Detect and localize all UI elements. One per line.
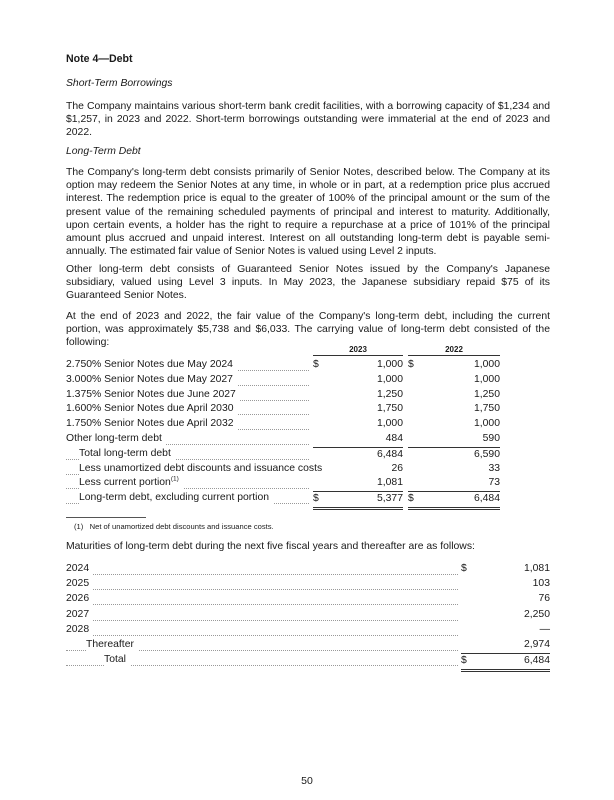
row-label <box>66 402 238 415</box>
maturity-year: Thereafter <box>86 638 138 651</box>
debt-table-row <box>66 388 550 403</box>
row-label <box>79 447 175 460</box>
row-label-text: 2.750% Senior Notes due May 2024 <box>66 359 233 370</box>
cell-value: 1,000 <box>473 373 500 385</box>
maturity-year: 2026 <box>66 592 93 605</box>
maturity-value: 2,250 <box>523 608 550 620</box>
cell-v2023 <box>313 388 403 403</box>
row-label <box>79 462 326 475</box>
short-term-subheading: Short-Term Borrowings <box>66 78 173 89</box>
row-label <box>66 388 240 401</box>
cell-value: 484 <box>385 432 403 444</box>
currency-symbol: $ <box>461 563 467 574</box>
row-label <box>66 432 166 445</box>
maturity-row <box>66 638 550 653</box>
long-term-subheading: Long-Term Debt <box>66 146 141 157</box>
cell-value: 1,081 <box>376 477 403 489</box>
row-label-text: Less current portion <box>79 477 171 489</box>
cell-value: 6,484 <box>473 493 500 505</box>
cell-value: 590 <box>482 432 500 444</box>
row-label-text: Total long-term debt <box>79 447 171 459</box>
maturities-table <box>66 562 550 668</box>
currency-symbol: $ <box>313 359 319 370</box>
maturity-value: 6,484 <box>523 655 550 667</box>
maturity-cell <box>461 562 550 577</box>
cell-value: 73 <box>488 477 500 489</box>
row-label-text: 1.600% Senior Notes due April 2030 <box>66 403 234 415</box>
currency-symbol: $ <box>313 493 319 505</box>
maturity-cell <box>461 653 550 672</box>
footnote-text: Net of unamortized debt discounts and issuance costs. <box>89 522 274 531</box>
row-label <box>79 491 273 504</box>
maturities-intro: Maturities of long-term debt during the next five fiscal years and thereafter are as follows: <box>66 541 475 552</box>
currency-symbol: $ <box>461 655 467 667</box>
page-number: 50 <box>301 775 313 787</box>
cell-v2023 <box>313 373 403 388</box>
maturity-cell <box>461 592 550 607</box>
maturity-year: 2028 <box>66 623 93 636</box>
column-header-2023: 2023 <box>313 343 403 356</box>
maturity-row <box>66 592 550 607</box>
cell-v2023 <box>313 447 403 463</box>
maturity-cell <box>461 638 550 653</box>
cell-value: 1,750 <box>376 403 403 415</box>
dot-leader <box>66 592 458 605</box>
dot-leader <box>66 577 458 590</box>
debt-table <box>66 343 550 506</box>
cell-v2022 <box>408 447 500 463</box>
cell-v2023 <box>313 462 403 477</box>
column-header-2022: 2022 <box>408 343 500 356</box>
row-label-text: 1.750% Senior Notes due April 2032 <box>66 418 234 430</box>
cell-value: 1,250 <box>376 388 403 400</box>
maturity-year: 2027 <box>66 608 93 621</box>
maturity-value: 103 <box>532 578 550 590</box>
cell-v2022 <box>408 402 500 417</box>
maturity-cell <box>461 608 550 623</box>
cell-value: 1,000 <box>473 418 500 430</box>
maturity-row <box>66 562 550 577</box>
row-label-text: Other long-term debt <box>66 432 162 444</box>
row-label-text: 1.375% Senior Notes due June 2027 <box>66 388 236 400</box>
currency-symbol: $ <box>408 493 414 505</box>
cell-value: 1,250 <box>473 388 500 400</box>
cell-value: 1,750 <box>473 403 500 415</box>
cell-value: 5,377 <box>376 493 403 505</box>
maturity-year: 2025 <box>66 577 93 590</box>
cell-value: 1,000 <box>376 418 403 430</box>
cell-value: 1,000 <box>473 359 500 370</box>
footnote-marker: (1) <box>74 522 84 531</box>
cell-v2022 <box>408 491 500 510</box>
currency-symbol: $ <box>408 359 414 370</box>
long-term-paragraph-3: At the end of 2023 and 2022, the fair value of the Company's long-term debt, including the current portion, was approximately $5,738 and $6,033. The carrying value of long-term debt consisted of the following: <box>66 311 550 349</box>
cell-value: 26 <box>391 462 403 474</box>
maturity-cell <box>461 623 550 638</box>
cell-v2022 <box>408 417 500 432</box>
cell-v2022 <box>408 373 500 388</box>
maturity-row <box>66 577 550 592</box>
footnote-rule <box>66 517 146 518</box>
row-label <box>79 476 183 489</box>
footnote <box>74 520 274 533</box>
cell-value: 1,000 <box>376 373 403 385</box>
dot-leader <box>66 562 458 575</box>
maturity-value: 76 <box>538 593 550 605</box>
debt-table-row <box>66 373 550 388</box>
cell-v2022 <box>408 388 500 403</box>
dot-leader <box>66 608 458 621</box>
row-label <box>66 358 237 371</box>
cell-value: 1,000 <box>376 359 403 370</box>
row-label <box>66 373 237 386</box>
debt-table-row <box>66 432 550 447</box>
debt-table-row <box>66 447 550 462</box>
footnote-reference: (1) <box>170 475 179 483</box>
cell-v2023 <box>313 432 403 447</box>
short-term-paragraph: The Company maintains various short-term bank credit facilities, with a borrowing capacity of $1,234 and $1,257, in 2023 and 2022. Short-term borrowings outstanding were immaterial at the end of 2023 and 2022. <box>66 101 550 139</box>
row-label-text: Long-term debt, excluding current portion <box>79 492 270 504</box>
cell-v2023 <box>313 491 403 510</box>
row-label <box>66 417 238 430</box>
cell-v2023 <box>313 417 403 432</box>
cell-value: 6,484 <box>376 448 403 460</box>
maturity-row <box>66 653 550 668</box>
debt-table-row <box>66 358 550 373</box>
maturity-year: Total <box>104 653 130 666</box>
maturity-row <box>66 608 550 623</box>
cell-v2023 <box>313 476 403 491</box>
debt-table-row <box>66 491 550 506</box>
cell-v2022 <box>408 432 500 447</box>
maturity-value: 1,081 <box>523 563 550 574</box>
cell-v2022 <box>408 358 500 373</box>
row-label-text: 3.000% Senior Notes due May 2027 <box>66 373 233 385</box>
debt-table-row <box>66 417 550 432</box>
debt-table-row <box>66 476 550 491</box>
debt-table-row <box>66 402 550 417</box>
cell-v2022 <box>408 462 500 477</box>
maturity-value: — <box>539 623 550 635</box>
note-heading: Note 4—Debt <box>66 53 133 65</box>
maturity-year: 2024 <box>66 562 93 575</box>
cell-value: 33 <box>488 462 500 474</box>
maturity-row <box>66 623 550 638</box>
maturity-value: 2,974 <box>523 638 550 650</box>
cell-v2023 <box>313 402 403 417</box>
maturity-cell <box>461 577 550 592</box>
cell-v2023 <box>313 358 403 373</box>
long-term-paragraph-1: The Company's long-term debt consists primarily of Senior Notes, described below. The Company at its option may redeem the Senior Notes at any time, in whole or in part, at a redemption price plus accrued interest. The redemption price is equal to the greater of 100% of the principal amount or the sum of the present value of the remaining scheduled payments of principal and interest to maturity. Additionally, upon certain events, a holder has the right to require a repurchase at a price of 101% of the principal amount plus accrued and unpaid interest. Interest on all outstanding long-term debt is payable semi-annually. The estimated fair value of Senior Notes is valued using Level 2 inputs. <box>66 167 550 258</box>
cell-value: 6,590 <box>473 448 500 460</box>
dot-leader <box>66 623 458 636</box>
debt-table-row <box>66 462 550 477</box>
long-term-paragraph-2: Other long-term debt consists of Guaranteed Senior Notes issued by the Company's Japanese subsidiary, valued using Level 3 inputs. In May 2023, the Japanese subsidiary repaid $75 of its Guaranteed Senior Notes. <box>66 264 550 302</box>
cell-v2022 <box>408 476 500 491</box>
row-label-text: Less unamortized debt discounts and issuance costs <box>79 462 323 474</box>
